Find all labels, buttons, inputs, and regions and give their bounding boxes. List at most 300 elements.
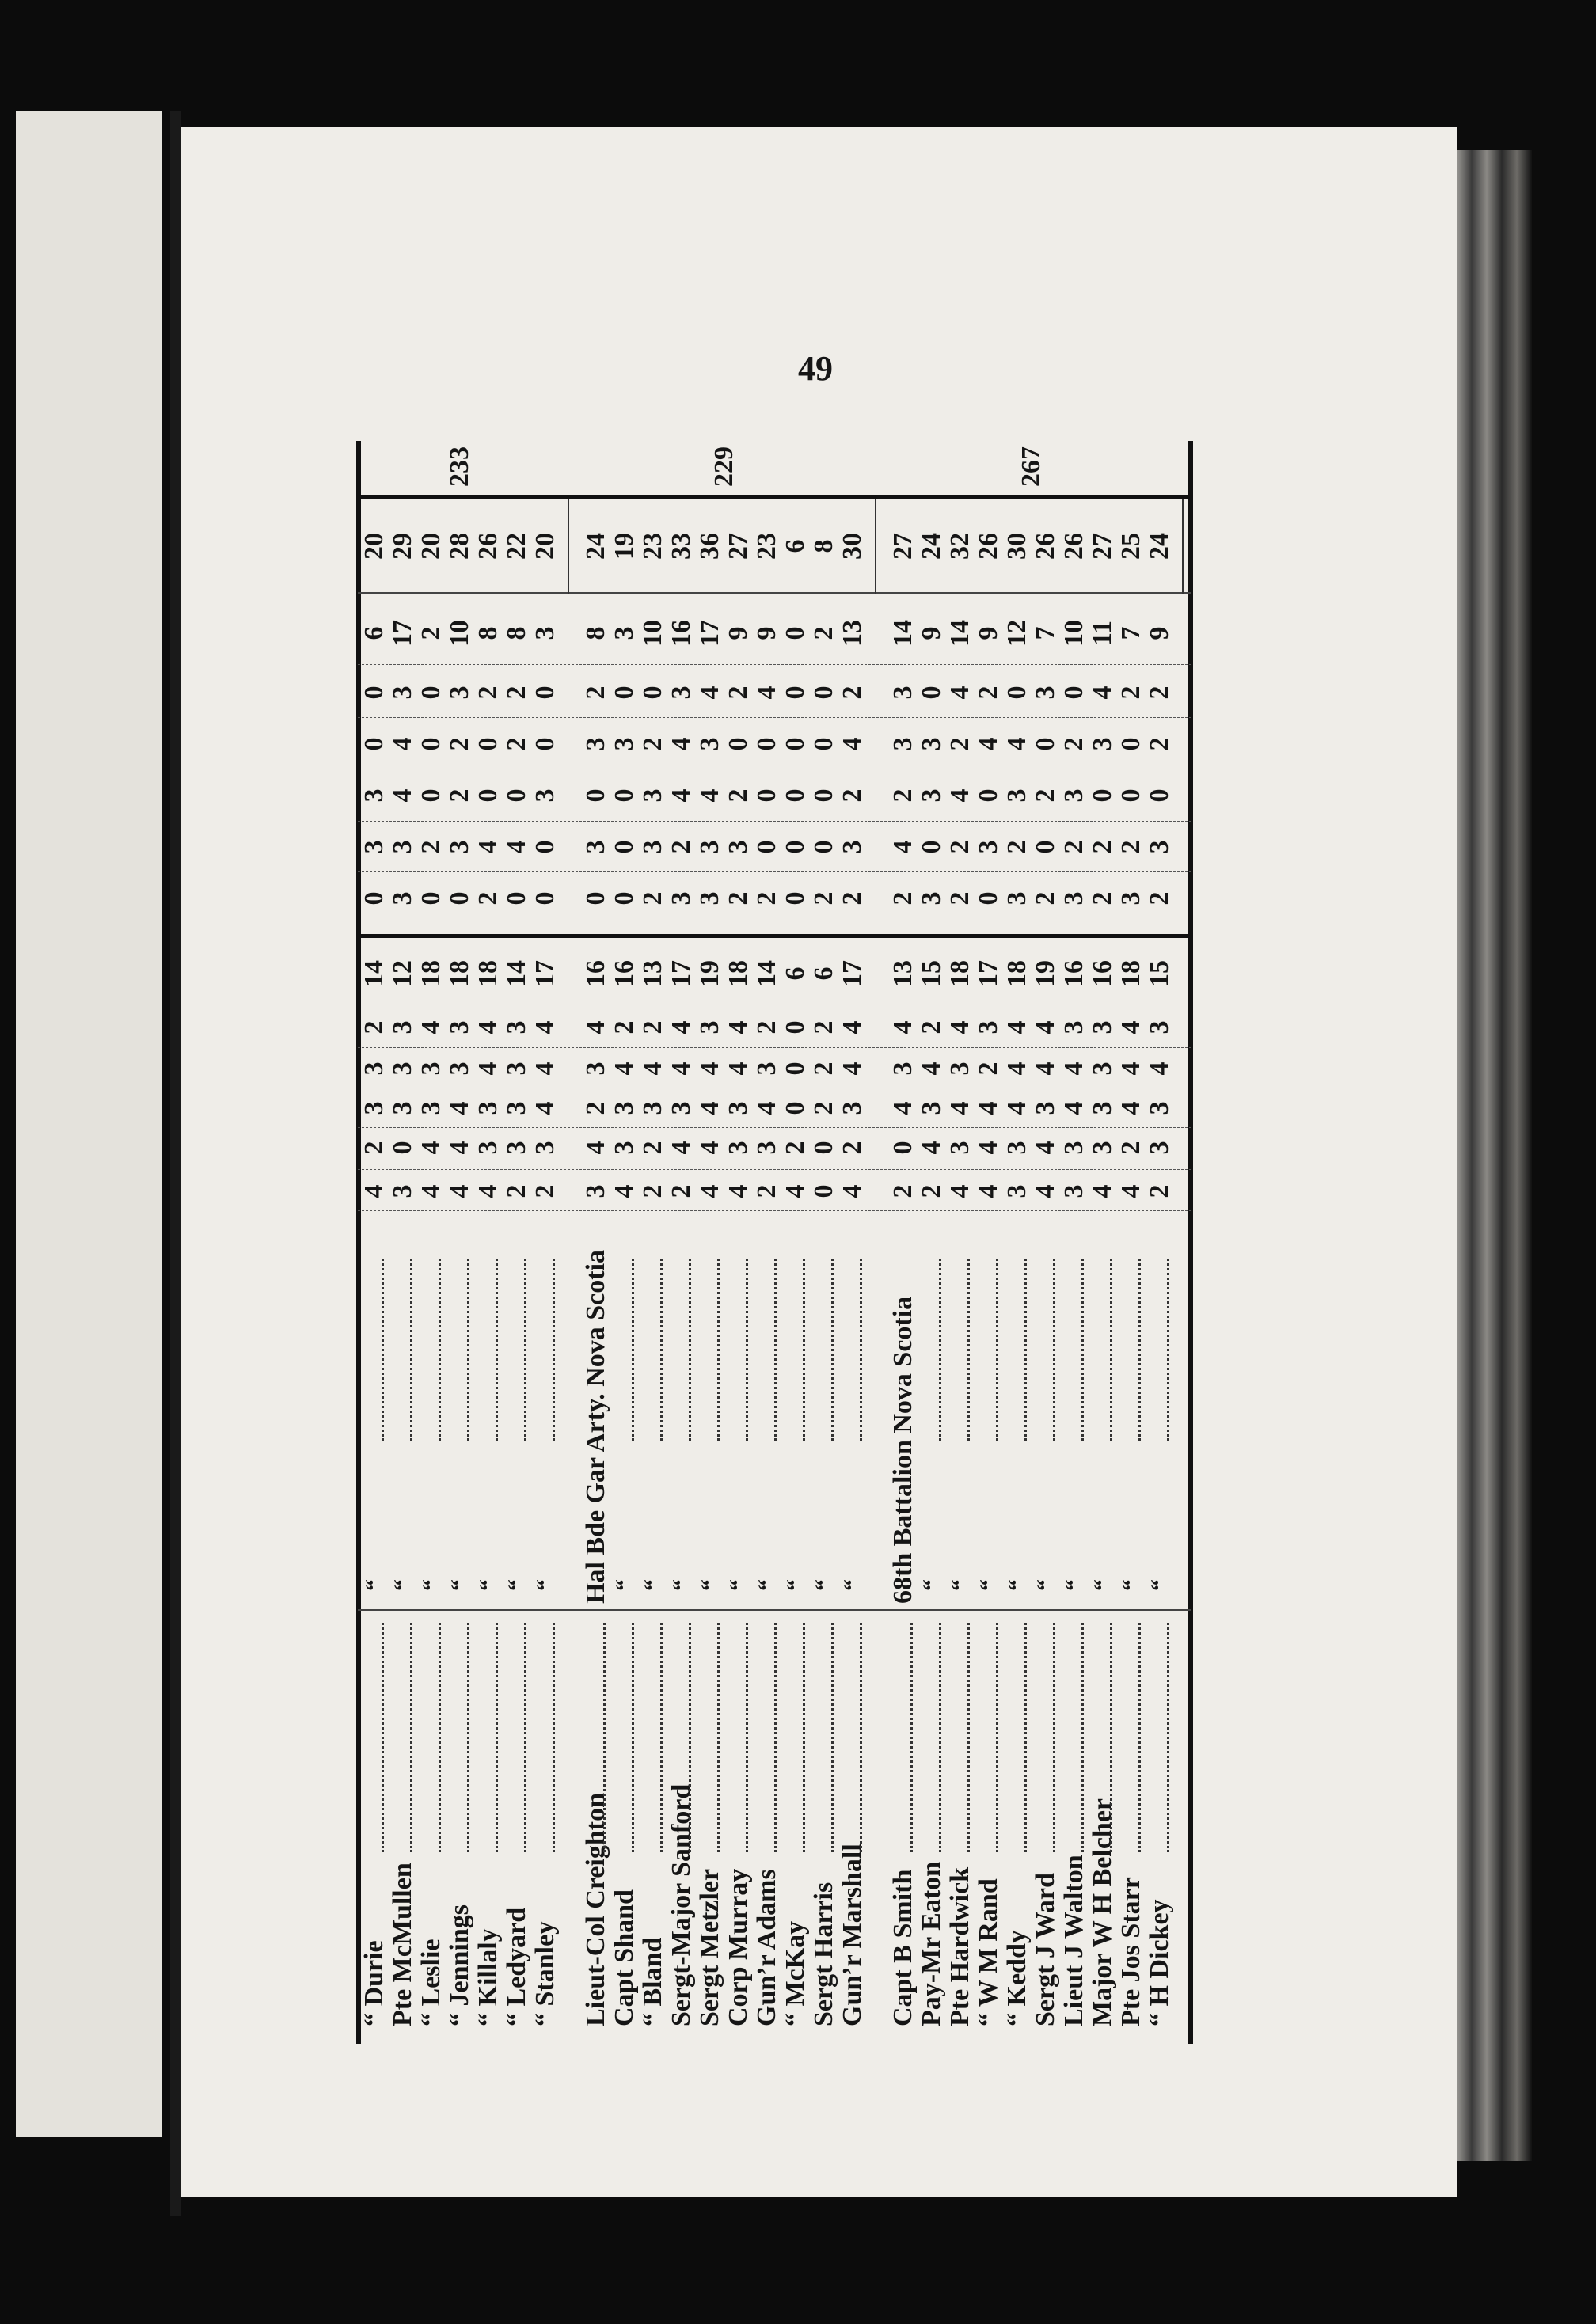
score-total: 8 <box>809 539 838 553</box>
dot-leader <box>967 1623 970 1852</box>
score-range1-shot: 3 <box>695 1020 724 1035</box>
score-range1-shot: 4 <box>1116 1101 1146 1115</box>
score-range1-shot: 4 <box>838 1020 867 1035</box>
score-total: 20 <box>416 533 446 560</box>
unit-ditto-mark: “ <box>1032 1579 1058 1591</box>
score-range2-shot: 4 <box>1088 685 1117 700</box>
unit-ditto-mark: “ <box>754 1579 780 1591</box>
competitor-name: Lieut J Walton <box>1059 1855 1089 2026</box>
score-range2-shot: 3 <box>888 685 918 700</box>
score-range2-shot: 3 <box>667 891 696 906</box>
score-range2-subtotal: 9 <box>917 626 946 640</box>
score-range1-shot: 2 <box>917 1184 946 1198</box>
score-range1-shot: 4 <box>530 1061 560 1076</box>
score-range2-shot: 3 <box>359 788 389 803</box>
score-range1-subtotal: 19 <box>695 960 724 987</box>
dot-leader <box>1024 1623 1027 1852</box>
dot-leader <box>831 1259 834 1441</box>
score-range1-subtotal: 19 <box>1031 960 1060 987</box>
score-range1-shot: 4 <box>473 1184 503 1198</box>
score-range2-subtotal: 9 <box>724 626 753 640</box>
score-range1-shot: 4 <box>581 1020 610 1035</box>
score-range1-subtotal: 16 <box>1059 960 1089 987</box>
score-range1-shot: 0 <box>388 1141 417 1155</box>
score-range2-shot: 0 <box>752 737 781 751</box>
score-range2-shot: 3 <box>581 737 610 751</box>
score-range2-shot: 0 <box>581 891 610 906</box>
competitor-name: Sergt-Major Sanford <box>667 1783 696 2026</box>
dot-leader <box>1081 1623 1084 1852</box>
score-range1-shot: 4 <box>781 1184 810 1198</box>
score-range1-shot: 0 <box>781 1061 810 1076</box>
score-range2-shot: 3 <box>530 788 560 803</box>
dot-leader <box>496 1623 498 1852</box>
score-range1-shot: 4 <box>1116 1061 1146 1076</box>
score-range2-shot: 3 <box>359 840 389 854</box>
unit-ditto-mark: “ <box>668 1579 694 1591</box>
unit-ditto-mark: “ <box>782 1579 808 1591</box>
score-range1-subtotal: 14 <box>752 960 781 987</box>
score-range1-shot: 3 <box>888 1061 918 1076</box>
dot-leader <box>717 1623 720 1852</box>
unit-column-rule <box>358 1210 1191 1211</box>
score-range1-subtotal: 17 <box>667 960 696 987</box>
score-range2-shot: 2 <box>473 891 503 906</box>
score-range1-shot: 2 <box>888 1184 918 1198</box>
score-col-rule <box>358 1169 1191 1170</box>
dot-leader <box>382 1623 384 1852</box>
score-range2-shot: 0 <box>1002 685 1032 700</box>
score-range1-shot: 4 <box>638 1061 667 1076</box>
score-range2-shot: 4 <box>974 737 1003 751</box>
score-range2-subtotal: 9 <box>1145 626 1174 640</box>
dot-leader <box>553 1259 555 1441</box>
score-range1-shot: 3 <box>838 1101 867 1115</box>
score-range1-shot: 2 <box>809 1061 838 1076</box>
score-range1-shot: 3 <box>502 1061 531 1076</box>
score-range2-shot: 0 <box>781 737 810 751</box>
score-range2-subtotal: 17 <box>388 620 417 647</box>
dot-leader <box>410 1623 412 1852</box>
score-range2-shot: 0 <box>917 840 946 854</box>
score-range1-shot: 4 <box>445 1141 474 1155</box>
score-range1-shot: 2 <box>638 1020 667 1035</box>
score-range1-shot: 3 <box>388 1184 417 1198</box>
score-range1-shot: 4 <box>917 1061 946 1076</box>
score-range1-shot: 4 <box>752 1101 781 1115</box>
score-range1-shot: 4 <box>1031 1184 1060 1198</box>
unit-ditto-mark: “ <box>475 1579 501 1591</box>
score-range2-shot: 2 <box>724 891 753 906</box>
score-range2-shot: 2 <box>838 788 867 803</box>
competitor-name: “ Durie <box>359 1940 389 2026</box>
unit-ditto-mark: “ <box>504 1579 530 1591</box>
score-range1-shot: 4 <box>695 1141 724 1155</box>
score-range1-shot: 4 <box>838 1061 867 1076</box>
name-column-rule <box>358 1609 1191 1611</box>
score-range2-shot: 2 <box>502 685 531 700</box>
competitor-name: “ Stanley <box>530 1920 560 2026</box>
score-range2-shot: 0 <box>638 685 667 700</box>
score-total: 26 <box>1059 533 1089 560</box>
competitor-name: “ Bland <box>638 1937 667 2026</box>
unit-ditto-mark: “ <box>532 1579 558 1591</box>
score-range1-shot: 3 <box>445 1020 474 1035</box>
score-range1-subtotal: 18 <box>945 960 975 987</box>
score-range1-subtotal: 12 <box>388 960 417 987</box>
score-range1-shot: 4 <box>945 1184 975 1198</box>
score-range1-shot: 3 <box>388 1101 417 1115</box>
dot-leader <box>410 1259 412 1441</box>
score-range1-shot: 3 <box>502 1141 531 1155</box>
dot-leader <box>831 1623 834 1852</box>
score-range1-shot: 4 <box>695 1184 724 1198</box>
unit-ditto-mark: “ <box>1089 1579 1115 1591</box>
score-range2-shot: 0 <box>530 685 560 700</box>
unit-ditto-mark: “ <box>640 1579 666 1591</box>
score-range1-subtotal: 18 <box>416 960 446 987</box>
score-range1-shot: 3 <box>1031 1101 1060 1115</box>
score-range2-shot: 0 <box>974 891 1003 906</box>
competitor-name: “ McKay <box>781 1920 810 2026</box>
score-range2-shot: 4 <box>752 685 781 700</box>
score-range1-shot: 3 <box>752 1061 781 1076</box>
score-range1-shot: 3 <box>473 1141 503 1155</box>
score-range1-shot: 3 <box>1002 1184 1032 1198</box>
score-col-rule <box>358 1047 1191 1048</box>
score-range2-shot: 3 <box>888 737 918 751</box>
dot-leader <box>524 1259 526 1441</box>
score-range2-shot: 2 <box>473 685 503 700</box>
score-range1-shot: 3 <box>724 1141 753 1155</box>
score-range1-subtotal: 13 <box>888 960 918 987</box>
score-range2-shot: 3 <box>1059 891 1089 906</box>
score-range1-shot: 4 <box>445 1101 474 1115</box>
score-range1-shot: 3 <box>917 1101 946 1115</box>
score-range1-shot: 2 <box>638 1184 667 1198</box>
score-range2-shot: 0 <box>1116 737 1146 751</box>
score-range1-shot: 3 <box>1088 1141 1117 1155</box>
dot-leader <box>803 1259 805 1441</box>
score-range2-shot: 3 <box>638 788 667 803</box>
score-range2-shot: 4 <box>388 737 417 751</box>
score-range1-shot: 4 <box>724 1020 753 1035</box>
score-range2-shot: 3 <box>974 840 1003 854</box>
score-range1-subtotal: 17 <box>530 960 560 987</box>
score-range2-shot: 0 <box>610 891 639 906</box>
score-range2-shot: 4 <box>838 737 867 751</box>
score-range2-shot: 3 <box>1002 891 1032 906</box>
score-total: 24 <box>581 533 610 560</box>
score-range2-shot: 2 <box>1031 891 1060 906</box>
score-range2-shot: 0 <box>1031 840 1060 854</box>
section-separator <box>875 499 876 594</box>
competitor-name: Major W H Belcher <box>1088 1798 1117 2026</box>
score-range2-shot: 4 <box>695 788 724 803</box>
score-range2-shot: 3 <box>388 840 417 854</box>
dot-leader <box>1081 1259 1084 1441</box>
score-range1-shot: 2 <box>917 1020 946 1035</box>
score-range2-shot: 4 <box>1002 737 1032 751</box>
score-range1-shot: 3 <box>945 1141 975 1155</box>
competitor-name: Pte McMullen <box>388 1863 417 2026</box>
score-range1-shot: 4 <box>473 1020 503 1035</box>
competitor-name: Sergt J Ward <box>1031 1873 1060 2026</box>
score-range2-shot: 0 <box>1031 737 1060 751</box>
section-grand-total: 267 <box>1016 446 1046 487</box>
score-range2-shot: 2 <box>581 685 610 700</box>
dot-leader <box>689 1623 691 1852</box>
score-range2-shot: 3 <box>917 788 946 803</box>
score-range2-shot: 0 <box>581 788 610 803</box>
score-range2-shot: 3 <box>638 840 667 854</box>
score-range1-shot: 4 <box>1002 1020 1032 1035</box>
score-range1-shot: 4 <box>1002 1101 1032 1115</box>
score-total: 26 <box>974 533 1003 560</box>
score-range1-shot: 2 <box>809 1101 838 1115</box>
score-range1-subtotal: 16 <box>581 960 610 987</box>
score-range2-shot: 4 <box>667 737 696 751</box>
score-range2-subtotal: 14 <box>888 620 918 647</box>
grand-total-rule <box>358 495 1191 499</box>
unit-label: Hal Bde Gar Arty. Nova Scotia <box>581 1249 610 1604</box>
score-range2-shot: 0 <box>781 788 810 803</box>
score-range1-shot: 4 <box>724 1184 753 1198</box>
score-range1-shot: 3 <box>388 1061 417 1076</box>
dot-leader <box>1024 1259 1027 1441</box>
score-range2-shot: 0 <box>1116 788 1146 803</box>
dot-leader <box>689 1259 691 1441</box>
score-range2-shot: 2 <box>888 891 918 906</box>
unit-ditto-mark: “ <box>1061 1579 1087 1591</box>
dot-leader <box>967 1259 970 1441</box>
score-range2-shot: 2 <box>724 685 753 700</box>
score-range1-shot: 3 <box>1002 1141 1032 1155</box>
score-range1-shot: 0 <box>781 1101 810 1115</box>
dot-leader <box>746 1623 748 1852</box>
score-range1-shot: 0 <box>809 1141 838 1155</box>
score-range1-subtotal: 18 <box>1002 960 1032 987</box>
score-range2-shot: 4 <box>667 788 696 803</box>
score-range2-shot: 0 <box>809 685 838 700</box>
score-range1-shot: 2 <box>809 1020 838 1035</box>
score-range1-shot: 0 <box>888 1141 918 1155</box>
score-range1-shot: 2 <box>581 1101 610 1115</box>
score-range1-shot: 3 <box>638 1101 667 1115</box>
score-range2-shot: 4 <box>388 788 417 803</box>
dot-leader <box>860 1623 862 1852</box>
score-range1-shot: 4 <box>1059 1061 1089 1076</box>
competitor-name: Gun’r Marshall <box>838 1844 867 2026</box>
score-range2-shot: 0 <box>473 737 503 751</box>
score-total: 20 <box>359 533 389 560</box>
competitor-name: “ Killaly <box>473 1928 503 2026</box>
score-total: 36 <box>695 533 724 560</box>
score-range2-shot: 0 <box>752 840 781 854</box>
score-range2-shot: 2 <box>502 737 531 751</box>
score-range1-shot: 2 <box>781 1141 810 1155</box>
page-number: 49 <box>798 349 833 388</box>
score-range2-shot: 2 <box>1002 840 1032 854</box>
score-range2-shot: 0 <box>781 840 810 854</box>
score-range1-subtotal: 14 <box>359 960 389 987</box>
unit-ditto-mark: “ <box>839 1579 865 1591</box>
score-range1-shot: 3 <box>388 1020 417 1035</box>
score-range1-shot: 4 <box>1145 1061 1174 1076</box>
score-range2-shot: 2 <box>1116 685 1146 700</box>
competitor-name: Capt Shand <box>610 1889 639 2026</box>
competitor-name: Pte Jos Starr <box>1116 1877 1146 2026</box>
score-range1-shot: 3 <box>974 1020 1003 1035</box>
score-range2-shot: 3 <box>388 891 417 906</box>
score-range1-shot: 4 <box>610 1184 639 1198</box>
score-range2-shot: 2 <box>638 737 667 751</box>
score-range1-subtotal: 18 <box>1116 960 1146 987</box>
dot-leader <box>860 1259 862 1441</box>
score-range2-shot: 3 <box>1145 840 1174 854</box>
dot-leader <box>553 1623 555 1852</box>
score-col-rule <box>358 821 1191 822</box>
score-range1-shot: 3 <box>945 1061 975 1076</box>
score-range2-shot: 2 <box>445 737 474 751</box>
score-total: 27 <box>724 533 753 560</box>
unit-ditto-mark: “ <box>947 1579 973 1591</box>
score-total: 26 <box>1031 533 1060 560</box>
score-range2-subtotal: 3 <box>610 626 639 640</box>
unit-ditto-mark: “ <box>611 1579 637 1591</box>
unit-label: 68th Battalion Nova Scotia <box>888 1296 918 1604</box>
score-range1-shot: 4 <box>945 1020 975 1035</box>
score-total: 30 <box>1002 533 1032 560</box>
dot-leader <box>524 1623 526 1852</box>
score-range1-shot: 2 <box>638 1141 667 1155</box>
dot-leader <box>439 1259 441 1441</box>
score-range1-shot: 2 <box>752 1020 781 1035</box>
competitor-name: “ Leslie <box>416 1939 446 2026</box>
score-range1-shot: 3 <box>502 1020 531 1035</box>
dot-leader <box>939 1623 941 1852</box>
score-range2-shot: 3 <box>445 840 474 854</box>
competitor-name: “ Keddy <box>1002 1930 1032 2026</box>
dot-leader <box>1167 1259 1169 1441</box>
score-range2-subtotal: 3 <box>530 626 560 640</box>
score-range2-shot: 0 <box>724 737 753 751</box>
score-range1-shot: 3 <box>1145 1101 1174 1115</box>
score-range1-shot: 3 <box>1088 1101 1117 1115</box>
score-range1-shot: 4 <box>667 1061 696 1076</box>
score-range2-shot: 0 <box>502 891 531 906</box>
score-range1-shot: 4 <box>530 1101 560 1115</box>
score-range2-shot: 0 <box>416 737 446 751</box>
score-range2-shot: 3 <box>695 737 724 751</box>
score-range2-subtotal: 10 <box>445 620 474 647</box>
score-range1-shot: 2 <box>974 1061 1003 1076</box>
score-range1-shot: 2 <box>1145 1184 1174 1198</box>
score-range1-shot: 4 <box>1031 1061 1060 1076</box>
score-range1-shot: 3 <box>752 1141 781 1155</box>
score-table <box>340 431 1259 2050</box>
dot-leader <box>996 1623 998 1852</box>
score-range2-shot: 3 <box>1059 788 1089 803</box>
score-range1-shot: 4 <box>974 1101 1003 1115</box>
score-range1-shot: 3 <box>502 1101 531 1115</box>
dot-leader <box>439 1623 441 1852</box>
score-range1-shot: 4 <box>1116 1184 1146 1198</box>
score-range2-shot: 2 <box>974 685 1003 700</box>
score-range2-shot: 2 <box>1088 840 1117 854</box>
score-range1-shot: 4 <box>416 1141 446 1155</box>
score-range2-subtotal: 6 <box>359 626 389 640</box>
unit-ditto-mark: “ <box>418 1579 444 1591</box>
dot-leader <box>996 1259 998 1441</box>
score-range2-shot: 3 <box>1088 737 1117 751</box>
unit-ditto-mark: “ <box>1118 1579 1144 1591</box>
score-range1-shot: 4 <box>359 1184 389 1198</box>
score-range2-shot: 0 <box>809 737 838 751</box>
unit-ditto-mark: “ <box>390 1579 416 1591</box>
score-range2-subtotal: 12 <box>1002 620 1032 647</box>
score-range1-shot: 4 <box>695 1061 724 1076</box>
score-range1-shot: 3 <box>1145 1020 1174 1035</box>
gutter-shadow <box>170 111 181 2216</box>
score-range2-shot: 2 <box>945 891 975 906</box>
dot-leader <box>467 1259 469 1441</box>
score-total: 26 <box>473 533 503 560</box>
score-range2-shot: 0 <box>610 788 639 803</box>
score-range2-shot: 3 <box>667 685 696 700</box>
dot-leader <box>603 1623 606 1852</box>
score-range1-shot: 4 <box>530 1020 560 1035</box>
unit-ditto-mark: “ <box>918 1579 944 1591</box>
score-range1-shot: 4 <box>695 1101 724 1115</box>
score-range2-shot: 0 <box>416 788 446 803</box>
dot-leader <box>496 1259 498 1441</box>
score-range2-shot: 4 <box>695 685 724 700</box>
score-range2-subtotal: 17 <box>695 620 724 647</box>
competitor-name: “ W M Rand <box>974 1878 1003 2026</box>
score-range2-shot: 0 <box>445 891 474 906</box>
score-range2-shot: 2 <box>888 788 918 803</box>
score-range1-shot: 3 <box>359 1061 389 1076</box>
competitor-name: Pay-Mr Eaton <box>917 1861 946 2026</box>
score-range1-shot: 3 <box>473 1101 503 1115</box>
score-range1-shot: 4 <box>667 1020 696 1035</box>
competitor-name: “ H Dickey <box>1145 1899 1174 2026</box>
unit-ditto-mark: “ <box>697 1579 723 1591</box>
dot-leader <box>939 1259 941 1441</box>
score-range2-shot: 2 <box>1145 737 1174 751</box>
score-range2-subtotal: 2 <box>809 626 838 640</box>
score-range1-shot: 0 <box>809 1184 838 1198</box>
score-range1-shot: 4 <box>974 1184 1003 1198</box>
score-range1-subtotal: 6 <box>781 966 810 981</box>
score-range2-subtotal: 8 <box>581 626 610 640</box>
score-range1-shot: 4 <box>667 1141 696 1155</box>
score-range1-shot: 4 <box>1031 1020 1060 1035</box>
score-range1-shot: 4 <box>1002 1061 1032 1076</box>
score-range1-shot: 3 <box>416 1061 446 1076</box>
dot-leader <box>746 1259 748 1441</box>
score-range2-shot: 4 <box>502 840 531 854</box>
competitor-name: Sergt Harris <box>809 1882 838 2026</box>
score-range1-shot: 4 <box>1088 1184 1117 1198</box>
section-grand-total: 233 <box>445 446 474 487</box>
score-range2-shot: 2 <box>638 891 667 906</box>
score-range1-shot: 4 <box>1116 1020 1146 1035</box>
score-range2-shot: 2 <box>1088 891 1117 906</box>
score-range2-subtotal: 13 <box>838 620 867 647</box>
score-range2-shot: 2 <box>1145 891 1174 906</box>
